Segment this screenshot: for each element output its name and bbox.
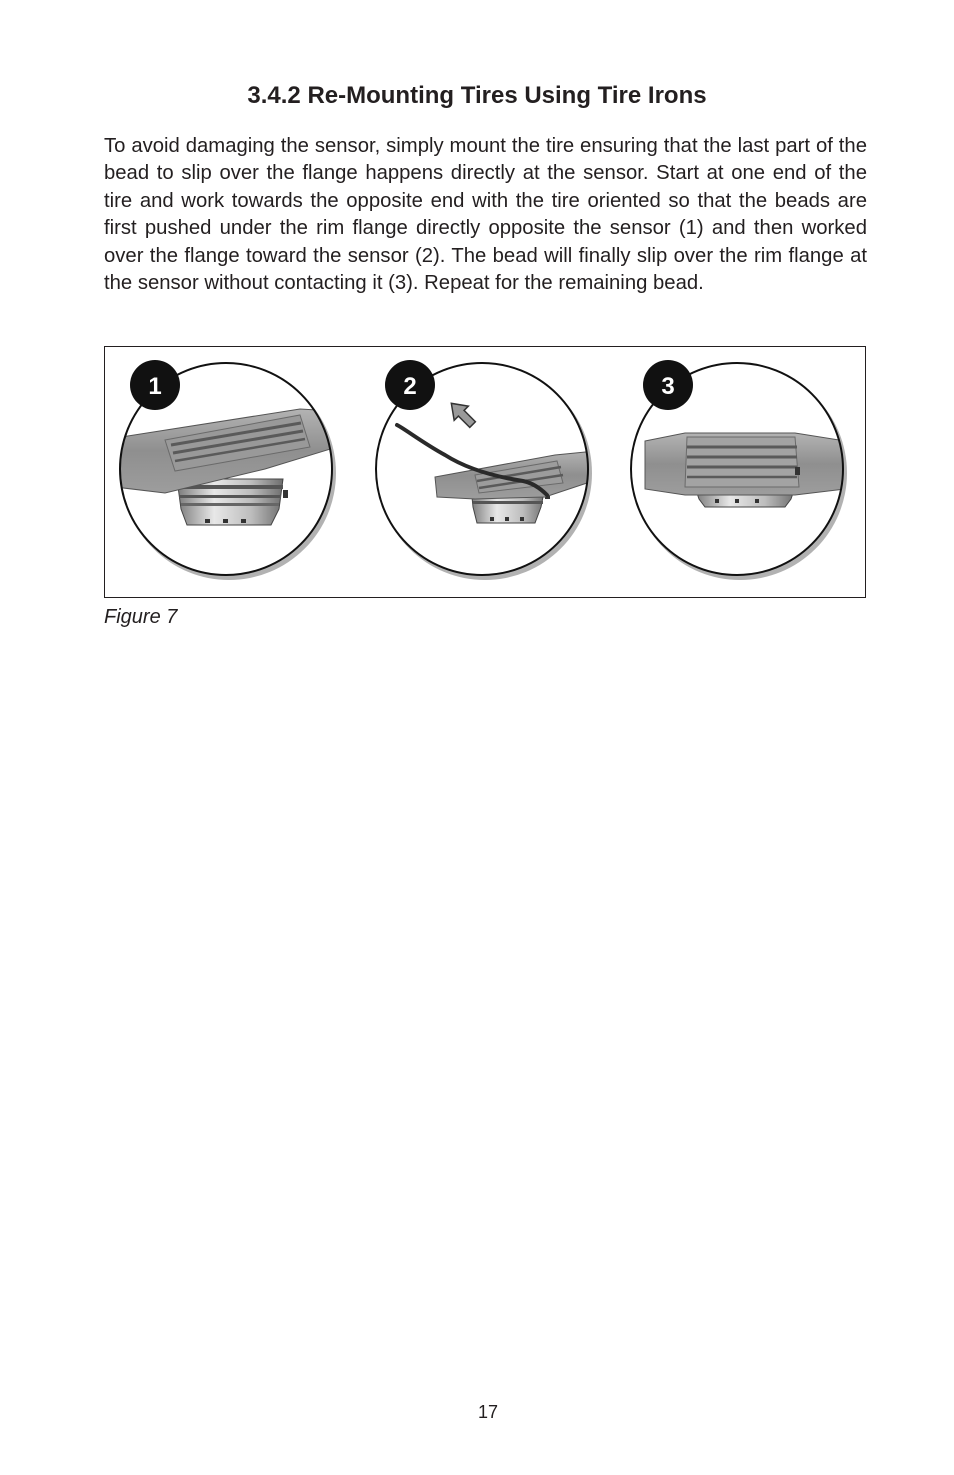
step-number: 3: [661, 373, 675, 400]
step-number: 1: [148, 373, 162, 400]
page-number: 17: [477, 1402, 499, 1422]
step-badge-2: [385, 360, 435, 410]
step-number: 2: [403, 373, 417, 400]
figure-frame: [104, 346, 866, 598]
step-badge-1: [130, 360, 180, 410]
body-paragraph: To avoid damaging the sensor, simply mount the tire ensuring that the last part of the bead to slip over the flange happens directly at the sensor. Start at one end of the tire and work towards the opposite end with the tire oriented so that the beads are first pushed under the rim flange directly opposite the sensor (1) and then worked over the flange toward the sensor (2). The bead will finally slip over the rim flange at the sensor without contacting it (3). Repeat for the remaining bead.: [104, 135, 867, 295]
section-heading: 3.4.2 Re-Mounting Tires Using Tire Irons: [247, 82, 707, 109]
figure-caption: Figure 7: [104, 606, 178, 628]
step-badge-3: [643, 360, 693, 410]
tire-mounting-illustration: [105, 347, 867, 599]
